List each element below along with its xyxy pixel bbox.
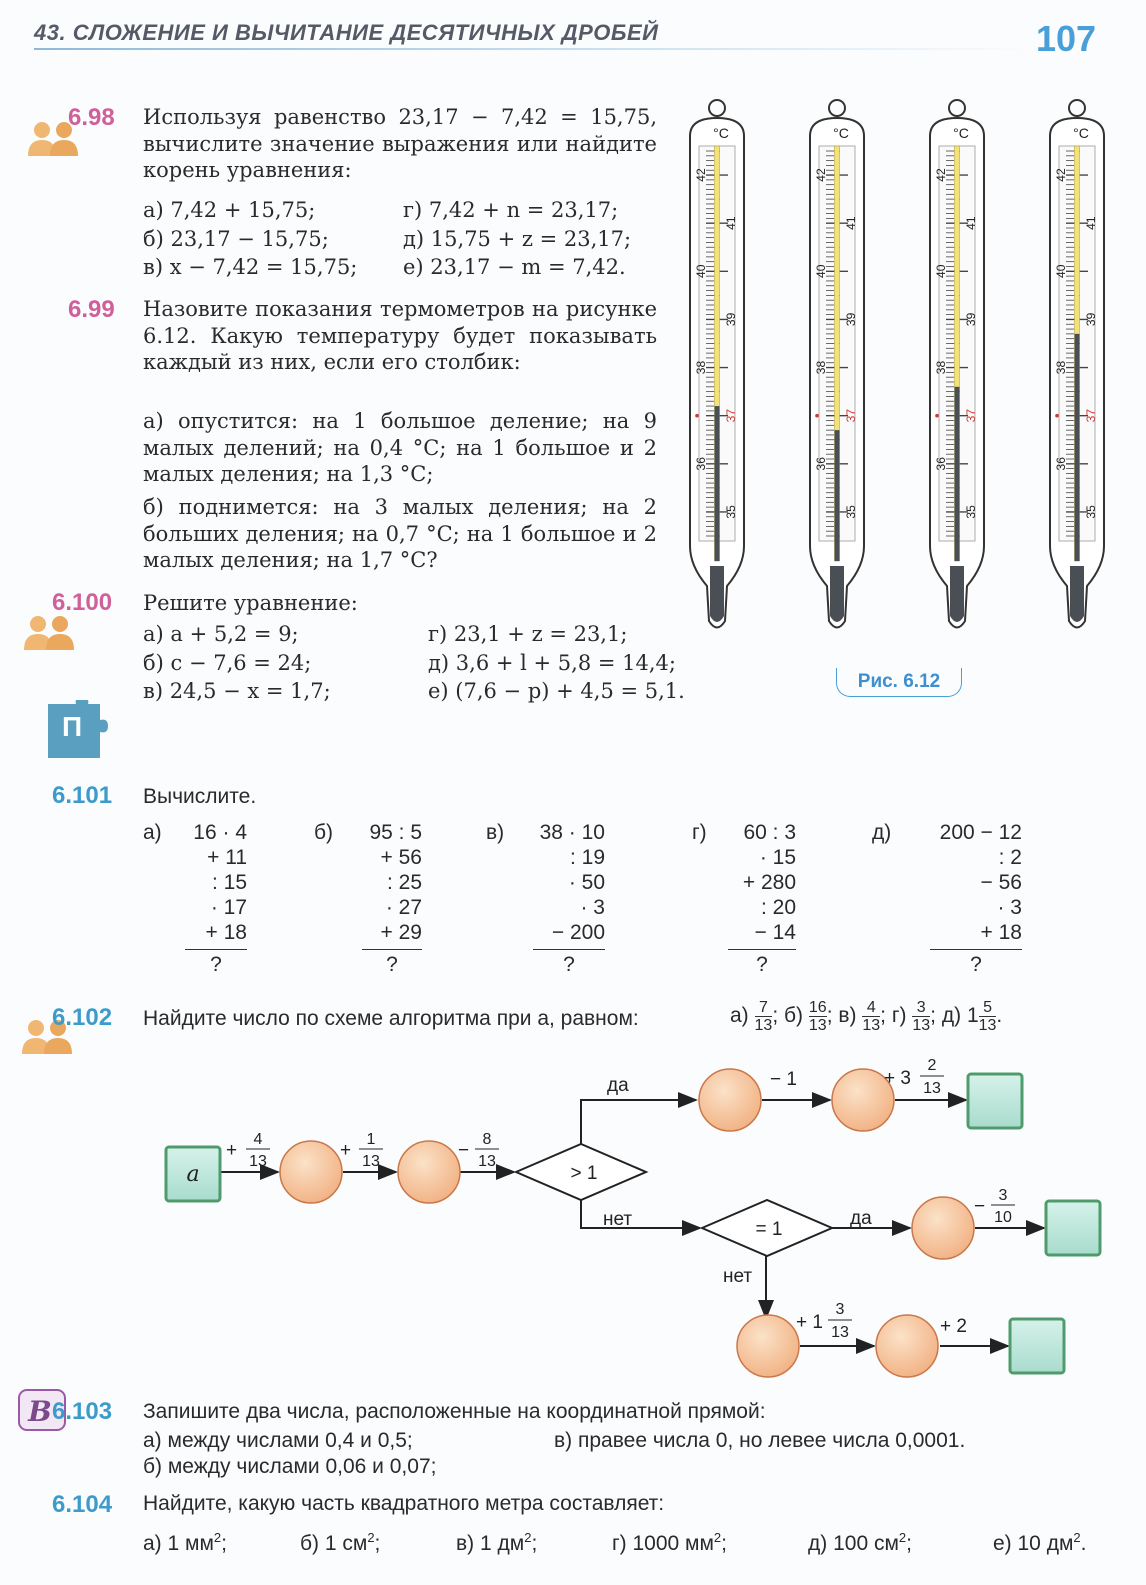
result-mark: ? [563,953,575,976]
puzzle-letter: П [61,711,83,742]
value-label: б) [784,1004,804,1027]
unit-label: в) 1 дм [456,1532,525,1555]
unit-option [612,1525,727,1557]
unit-option [143,1525,227,1557]
figure-caption: Рис. 6.12 [836,668,962,697]
option: д) 15,75 + z = 23,17; [403,226,632,251]
branch-no: нет [603,1209,633,1230]
unit-label: б) 1 см [300,1532,368,1555]
problem-number: 6.98 [68,104,115,131]
problem-text: Найдите число по схеме алгоритма при a, равном: [143,1007,639,1030]
chain-step: · 27 [385,896,422,919]
scale-label: 36 [814,457,828,471]
scale-label: 42 [814,168,828,182]
unit-option [808,1525,912,1557]
mercury-column [955,387,960,561]
separator: ; [880,1004,887,1027]
value-label: д) [941,1004,962,1027]
step-node-yes-1 [699,1069,761,1131]
chain-step: − 14 [754,921,796,944]
thermometer-bulb [1070,566,1084,622]
scale-label: 36 [1054,457,1068,471]
separator: . [996,1004,1003,1027]
scale-label: 42 [1054,168,1068,182]
chain-step: 38 · 10 [539,821,605,844]
result-line [533,949,605,950]
chain-step: : 25 [386,871,422,894]
problem-part-b: б) поднимется: на 3 малых деления; на 2 больших деления; на 0,7 °С; на 1 большое и 2 малых деления; на 1,7 °С? [143,495,657,572]
scale-label: 39 [964,312,978,327]
thermometer-unit: °C [1073,125,1089,141]
op-denominator: 13 [923,1080,941,1097]
separator: ; [930,1004,936,1027]
puzzle-icon [46,700,118,762]
mercury-column [835,430,840,561]
normal-temp-dot [935,414,939,418]
unit-label: г) 1000 мм [612,1532,714,1555]
op-denominator: 10 [994,1209,1012,1226]
scale-label: 41 [844,216,858,230]
option: б) 23,17 − 15,75; [143,226,329,251]
op-numerator: 1 [366,1131,376,1148]
power: 2 [713,1530,722,1545]
option: в) 24,5 − x = 1,7; [143,679,331,703]
chain-step: 95 : 5 [369,821,422,844]
power: 2 [524,1530,532,1545]
scale-label: 41 [1084,216,1098,230]
power: 2 [213,1530,222,1545]
fraction [755,999,773,1034]
op-numerator: 8 [482,1131,492,1148]
step-node-1 [280,1141,342,1203]
whole-part: 1 [966,1004,979,1027]
numerator: 7 [758,998,768,1016]
op-sign: + 1 [796,1312,823,1333]
option: е) (7,6 − p) + 4,5 = 5,1. [428,679,685,703]
op-sign: + 3 [884,1068,911,1089]
thermometer-unit: °C [833,125,849,141]
page-number: 107 [1036,18,1097,59]
scale-label: 35 [844,505,858,519]
scale-label: 38 [694,360,708,375]
value-label: г) [891,1004,907,1027]
fraction [912,999,930,1034]
option: а) a + 5,2 = 9; [143,622,299,646]
result-line [362,949,422,950]
scale-label: 35 [964,505,978,519]
fraction [862,999,880,1034]
scale-label: 40 [1054,264,1068,278]
option: в) x − 7,42 = 15,75; [143,255,358,279]
separator: . [1080,1532,1087,1555]
separator: ; [221,1532,227,1555]
chain-step: + 29 [380,921,422,944]
thermometer-ring [829,100,845,116]
separator: ; [374,1532,381,1555]
op-numerator: 4 [253,1131,263,1148]
chain-step: + 18 [980,921,1022,944]
chain-step: : 20 [760,896,796,919]
chain-label-c: в) [486,821,505,844]
chain-label-d: г) [692,821,707,844]
op-numerator: 2 [927,1057,937,1074]
chain-d [728,820,796,977]
branch-yes: да [607,1075,629,1096]
normal-temp-dot [1055,414,1059,418]
op-sign: − [974,1196,986,1217]
chain-a [185,820,247,977]
op-denominator: 13 [249,1153,267,1170]
problem-number: 6.104 [52,1491,113,1518]
scale-label: 39 [1084,312,1098,327]
op-sign: + [226,1140,238,1161]
answer-options-left [143,196,357,282]
start-variable: a [186,1162,200,1187]
chain-c [533,820,605,977]
scale-label: 36 [934,457,948,471]
problem-text: Назовите показания термометров на рисунке 6.12. Какую температуру будет показывать каждый из них, если его столбик: [143,297,657,374]
header-rule [34,48,1034,50]
result-block [1046,1201,1100,1255]
value-label: в) [838,1004,857,1027]
problem-part-a: а) между числами 0,4 и 0,5; [143,1429,413,1452]
scale-label: 37 [724,409,738,423]
thermometer-ring [1069,100,1085,116]
option: г) 7,42 + n = 23,17; [403,198,619,222]
chain-step: : 19 [569,846,605,869]
op-numerator: 3 [835,1301,845,1318]
fraction [809,999,827,1034]
chain-step: 16 · 4 [193,821,247,844]
chain-label-b: б) [314,821,334,844]
chain-step: · 3 [997,896,1022,919]
scale-label: 39 [844,312,858,327]
scale-label: 39 [724,312,738,327]
chain-e [930,820,1022,977]
op-denominator: 13 [831,1324,849,1341]
chain-step: 200 − 12 [939,821,1022,844]
chain-step: · 50 [568,871,605,894]
problem-part-b: б) между числами 0,06 и 0,07; [143,1455,437,1478]
option: г) 23,1 + z = 23,1; [428,622,628,646]
thermometer-unit: °C [953,125,969,141]
scale-label: 41 [724,216,738,230]
problem-number: 6.100 [52,589,113,616]
separator: ; [721,1532,727,1555]
op-denominator: 13 [478,1153,496,1170]
unit-option [456,1525,537,1557]
result-mark: ? [386,953,398,976]
chain-step: − 56 [980,871,1022,894]
chain-b [362,820,422,977]
power: 2 [1073,1530,1081,1545]
unit-option [993,1525,1086,1557]
problem-number: 6.101 [52,782,113,809]
branch-no: нет [723,1266,753,1287]
power: 2 [367,1530,375,1545]
chain-step: · 17 [210,896,247,919]
chain-step: + 56 [380,846,422,869]
condition-label: > 1 [570,1163,598,1184]
scale-label: 35 [1084,505,1098,519]
unit-label: а) 1 мм [143,1532,214,1555]
step-node-eq [912,1197,974,1259]
scale-label: 35 [724,505,738,519]
answer-options-right [428,620,685,706]
result-mark: ? [970,953,982,976]
parameter-values [730,996,1002,1036]
scale-label: 37 [964,409,978,423]
op-numerator: 3 [998,1187,1008,1204]
denominator: 13 [978,1016,997,1034]
scale-label: 40 [694,264,708,278]
separator: ; [772,1004,779,1027]
numerator: 5 [983,998,992,1016]
op-sign: + [340,1140,352,1161]
chain-label-e: д) [872,821,892,844]
chain-step: : 2 [998,846,1022,869]
problem-part-c: в) правее числа 0, но левее числа 0,0001. [554,1429,966,1452]
problem-text: Запишите два числа, расположенные на координатной прямой: [143,1400,766,1423]
scale-label: 37 [844,409,858,423]
chain-step: + 11 [207,846,247,869]
chain-step: : 15 [211,871,247,894]
op-sign: − [458,1140,470,1161]
chapter-title: 43. СЛОЖЕНИЕ И ВЫЧИТАНИЕ ДЕСЯТИЧНЫХ ДРОБЕЙ [34,20,659,45]
badge-letter: В [28,1395,52,1428]
pair-work-icon [22,612,78,650]
problem-number: 6.102 [52,1004,113,1031]
unit-label: д) 100 см [808,1532,899,1555]
problem-part-a: а) опустится: на 1 большое деление; на 9 малых делений; на 0,4 °С; на 1 большое и 2 малых деления; на 1,3 °С; [143,409,657,486]
separator: ; [826,1004,833,1027]
thermometer-unit: °C [713,125,729,141]
power: 2 [898,1530,907,1545]
scale-label: 38 [934,360,948,375]
scale-label: 40 [934,264,948,278]
mercury-column [715,406,720,561]
op-label: − 1 [770,1069,797,1090]
option: а) 7,42 + 15,75; [143,198,316,222]
chain-label-a: а) [143,821,162,844]
thermometer-ring [949,100,965,116]
problem-text: Найдите, какую часть квадратного метра составляет: [143,1492,665,1515]
result-block [1010,1319,1064,1373]
step-node-no-2 [876,1315,938,1377]
thermometer-ring [709,100,725,116]
result-line [185,949,247,950]
chain-step: · 15 [759,846,796,869]
denominator: 13 [808,1016,827,1034]
problem-text: Используя равенство 23,17 − 7,42 = 15,75, вычислите значение выражения или найдите корень уравнения: [143,105,657,182]
result-block [968,1074,1022,1128]
thermometer-bulb [710,566,724,622]
fraction [979,999,997,1034]
problem-number: 6.99 [68,296,115,323]
thermometer-bulb [950,566,964,622]
step-node-2 [398,1141,460,1203]
scale-label: 38 [1054,360,1068,375]
chain-step: + 280 [742,871,796,894]
scale-label: 36 [694,457,708,471]
separator: ; [531,1532,538,1555]
option: е) 23,17 − m = 7,42. [403,255,626,279]
chain-step: · 3 [580,896,605,919]
numerator: 3 [916,998,926,1016]
op-denominator: 13 [362,1153,380,1170]
denominator: 13 [862,1016,881,1034]
chain-step: − 200 [551,921,605,944]
unit-option [300,1525,380,1557]
denominator: 13 [912,1016,931,1034]
separator: ; [906,1532,912,1555]
chain-step: 60 : 3 [743,821,796,844]
scale-label: 42 [694,168,708,182]
scale-label: 38 [814,360,828,375]
condition-label: = 1 [755,1219,783,1240]
chain-step: + 18 [205,921,247,944]
scale-label: 40 [814,264,828,278]
problem-text: Решите уравнение: [143,591,358,615]
problem-number: 6.103 [52,1398,113,1425]
scale-label: 37 [1084,409,1098,423]
numerator: 16 [808,998,827,1016]
problem-text: Вычислите. [143,785,257,808]
branch-yes: да [850,1208,872,1229]
unit-label: е) 10 дм [993,1532,1074,1555]
result-mark: ? [210,953,222,976]
answer-options-right [403,196,631,282]
result-line [728,949,796,950]
answer-options-left [143,620,331,706]
result-line [930,949,1022,950]
numerator: 4 [866,998,876,1016]
op-label: + 2 [940,1316,967,1337]
thermometer-bulb [830,566,844,622]
scale-label: 42 [934,168,948,182]
denominator: 13 [754,1016,773,1034]
result-mark: ? [756,953,768,976]
normal-temp-dot [695,414,699,418]
option: д) 3,6 + l + 5,8 = 14,4; [428,650,676,675]
scale-label: 41 [964,216,978,230]
mercury-column [1075,334,1080,561]
normal-temp-dot [815,414,819,418]
value-label: а) [730,1004,749,1027]
step-node-no-1 [737,1315,799,1377]
thermometers-figure [680,96,1120,641]
option: б) c − 7,6 = 24; [143,650,312,675]
algorithm-flowchart [0,1050,1146,1390]
